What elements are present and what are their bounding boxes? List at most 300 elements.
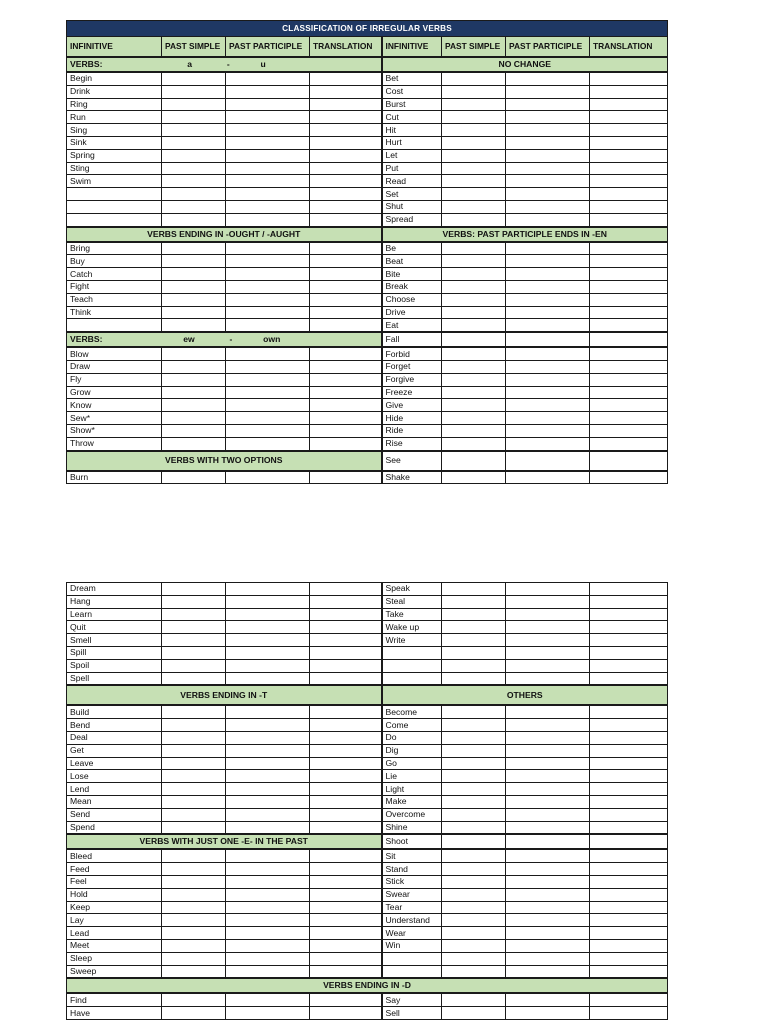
empty-cell xyxy=(506,451,590,471)
empty-cell xyxy=(506,834,590,849)
empty-cell xyxy=(226,111,310,124)
empty-cell xyxy=(310,795,382,808)
empty-cell xyxy=(162,124,226,137)
empty-cell xyxy=(442,319,506,332)
empty-cell xyxy=(310,927,382,940)
verb-row xyxy=(67,672,668,685)
empty-cell xyxy=(310,149,382,162)
verb-row xyxy=(67,200,668,213)
verb-infinitive: Buy xyxy=(67,255,162,268)
section-label: VERBS: xyxy=(70,334,103,345)
empty-cell xyxy=(310,783,382,796)
verb-row xyxy=(67,849,668,862)
pattern-u: u xyxy=(260,59,266,69)
empty-cell xyxy=(310,399,382,412)
empty-cell xyxy=(226,927,310,940)
empty-cell xyxy=(590,347,668,360)
empty-cell xyxy=(226,914,310,927)
section-past-participle-en: VERBS: PAST PARTICIPLE ENDS IN -EN xyxy=(382,227,668,242)
verb-infinitive: Say xyxy=(382,993,442,1006)
verb-infinitive: Begin xyxy=(67,72,162,85)
empty-cell xyxy=(162,875,226,888)
empty-cell xyxy=(506,808,590,821)
verb-infinitive: Leave xyxy=(67,757,162,770)
verb-row xyxy=(67,471,668,484)
empty-cell xyxy=(226,849,310,862)
empty-cell xyxy=(226,360,310,373)
verb-infinitive: Lay xyxy=(67,914,162,927)
empty-cell xyxy=(162,608,226,621)
empty-cell xyxy=(506,719,590,732)
empty-cell xyxy=(162,583,226,596)
verb-row xyxy=(67,783,668,796)
empty-cell xyxy=(590,583,668,596)
empty-cell xyxy=(226,306,310,319)
empty-cell xyxy=(590,255,668,268)
empty-cell xyxy=(506,914,590,927)
verb-row xyxy=(67,373,668,386)
empty-cell xyxy=(162,914,226,927)
empty-cell xyxy=(442,386,506,399)
empty-cell xyxy=(310,242,382,255)
empty-cell xyxy=(226,965,310,978)
empty-cell xyxy=(226,659,310,672)
empty-cell xyxy=(506,319,590,332)
empty-cell xyxy=(162,347,226,360)
verb-infinitive: Dig xyxy=(382,744,442,757)
empty-cell xyxy=(310,386,382,399)
empty-cell xyxy=(590,757,668,770)
verb-row xyxy=(67,744,668,757)
verb-infinitive: Find xyxy=(67,993,162,1006)
verb-row xyxy=(67,927,668,940)
empty-cell xyxy=(442,821,506,834)
empty-cell xyxy=(442,834,506,849)
verb-cell: See xyxy=(382,451,442,471)
verb-infinitive: Burst xyxy=(382,98,442,111)
empty-cell xyxy=(310,888,382,901)
empty-cell xyxy=(162,373,226,386)
section-verbs-a-u xyxy=(67,57,382,72)
empty-cell xyxy=(442,952,506,965)
empty-cell xyxy=(506,306,590,319)
empty-cell xyxy=(442,939,506,952)
verb-infinitive: Let xyxy=(382,149,442,162)
empty-cell xyxy=(162,149,226,162)
empty-cell xyxy=(590,849,668,862)
empty-cell xyxy=(590,360,668,373)
empty-cell xyxy=(162,399,226,412)
empty-cell xyxy=(506,175,590,188)
empty-cell xyxy=(226,424,310,437)
verb-infinitive: Sell xyxy=(382,1007,442,1020)
empty-cell xyxy=(506,98,590,111)
verb-infinitive: Sweep xyxy=(67,965,162,978)
empty-cell xyxy=(310,993,382,1006)
empty-cell xyxy=(310,808,382,821)
empty-cell xyxy=(590,659,668,672)
empty-cell xyxy=(226,85,310,98)
empty-cell xyxy=(590,373,668,386)
empty-cell xyxy=(442,175,506,188)
verb-infinitive: Write xyxy=(382,634,442,647)
empty-cell xyxy=(226,268,310,281)
empty-cell xyxy=(310,280,382,293)
empty-cell xyxy=(590,808,668,821)
verb-row xyxy=(67,399,668,412)
verb-infinitive: Break xyxy=(382,280,442,293)
empty-cell xyxy=(162,188,226,201)
empty-cell xyxy=(506,280,590,293)
empty-cell xyxy=(442,98,506,111)
empty-cell xyxy=(226,162,310,175)
verb-infinitive: Read xyxy=(382,175,442,188)
empty-cell xyxy=(506,672,590,685)
empty-cell xyxy=(382,952,442,965)
verb-infinitive: Feel xyxy=(67,875,162,888)
verb-infinitive: Light xyxy=(382,783,442,796)
empty-cell xyxy=(442,646,506,659)
verbs-table-top xyxy=(66,20,668,484)
empty-cell xyxy=(310,705,382,718)
verb-row xyxy=(67,255,668,268)
verb-row xyxy=(67,808,668,821)
verb-infinitive: Dream xyxy=(67,583,162,596)
empty-cell xyxy=(67,200,162,213)
empty-cell xyxy=(310,293,382,306)
verb-row xyxy=(67,939,668,952)
empty-cell xyxy=(310,901,382,914)
empty-cell xyxy=(310,111,382,124)
empty-cell xyxy=(226,719,310,732)
empty-cell xyxy=(226,399,310,412)
empty-cell xyxy=(162,360,226,373)
empty-cell xyxy=(506,268,590,281)
empty-cell xyxy=(442,914,506,927)
verb-infinitive: Have xyxy=(67,1007,162,1020)
empty-cell xyxy=(506,901,590,914)
empty-cell xyxy=(442,875,506,888)
empty-cell xyxy=(590,646,668,659)
verb-infinitive: Tear xyxy=(382,901,442,914)
verb-row xyxy=(67,72,668,85)
empty-cell xyxy=(442,424,506,437)
verb-infinitive: Show* xyxy=(67,424,162,437)
title-row xyxy=(67,21,668,37)
empty-cell xyxy=(162,293,226,306)
empty-cell xyxy=(590,280,668,293)
verb-row xyxy=(67,659,668,672)
empty-cell xyxy=(590,821,668,834)
empty-cell xyxy=(226,875,310,888)
empty-cell xyxy=(226,72,310,85)
verb-infinitive: Shine xyxy=(382,821,442,834)
verb-row xyxy=(67,319,668,332)
verb-infinitive: Mean xyxy=(67,795,162,808)
verb-infinitive: Put xyxy=(382,162,442,175)
empty-cell xyxy=(506,795,590,808)
verb-infinitive: Fly xyxy=(67,373,162,386)
verb-infinitive: Be xyxy=(382,242,442,255)
verb-infinitive: Beat xyxy=(382,255,442,268)
empty-cell xyxy=(226,412,310,425)
empty-cell xyxy=(506,731,590,744)
empty-cell xyxy=(506,332,590,347)
empty-cell xyxy=(506,255,590,268)
empty-cell xyxy=(310,136,382,149)
empty-cell xyxy=(226,136,310,149)
empty-cell xyxy=(310,821,382,834)
verb-row xyxy=(67,875,668,888)
verb-row xyxy=(67,386,668,399)
empty-cell xyxy=(506,875,590,888)
verb-row xyxy=(67,719,668,732)
verb-infinitive: Take xyxy=(382,608,442,621)
verb-infinitive: Hit xyxy=(382,124,442,137)
verb-infinitive: Become xyxy=(382,705,442,718)
empty-cell xyxy=(442,608,506,621)
verb-row xyxy=(67,795,668,808)
empty-cell xyxy=(506,965,590,978)
empty-cell xyxy=(162,319,226,332)
empty-cell xyxy=(226,293,310,306)
col-header-translation-2: TRANSLATION xyxy=(590,37,668,58)
verb-infinitive: Sleep xyxy=(67,952,162,965)
verb-row xyxy=(67,901,668,914)
verb-infinitive: Swear xyxy=(382,888,442,901)
verb-infinitive: Sting xyxy=(67,162,162,175)
empty-cell xyxy=(442,993,506,1006)
empty-cell xyxy=(382,672,442,685)
empty-cell xyxy=(442,332,506,347)
empty-cell xyxy=(226,319,310,332)
verb-infinitive: Give xyxy=(382,399,442,412)
empty-cell xyxy=(310,319,382,332)
verb-infinitive: Shake xyxy=(382,471,442,484)
verb-infinitive: Bring xyxy=(67,242,162,255)
section-row-ew-own xyxy=(67,332,668,347)
empty-cell xyxy=(442,360,506,373)
section-label: VERBS: xyxy=(70,59,103,69)
verb-infinitive: Sit xyxy=(382,849,442,862)
verb-row xyxy=(67,412,668,425)
verb-infinitive: Stand xyxy=(382,863,442,876)
empty-cell xyxy=(310,175,382,188)
verb-row xyxy=(67,595,668,608)
empty-cell xyxy=(162,901,226,914)
col-header-past-simple-2: PAST SIMPLE xyxy=(442,37,506,58)
empty-cell xyxy=(506,939,590,952)
empty-cell xyxy=(162,634,226,647)
empty-cell xyxy=(310,634,382,647)
empty-cell xyxy=(442,306,506,319)
empty-cell xyxy=(226,213,310,226)
empty-cell xyxy=(226,757,310,770)
section-ending-d: VERBS ENDING IN -D xyxy=(67,978,668,993)
empty-cell xyxy=(442,757,506,770)
empty-cell xyxy=(162,424,226,437)
verb-infinitive: Sink xyxy=(67,136,162,149)
empty-cell xyxy=(226,124,310,137)
verb-row xyxy=(67,583,668,596)
empty-cell xyxy=(162,927,226,940)
empty-cell xyxy=(310,965,382,978)
empty-cell xyxy=(590,437,668,450)
verb-infinitive: Come xyxy=(382,719,442,732)
empty-cell xyxy=(442,149,506,162)
empty-cell xyxy=(162,213,226,226)
empty-cell xyxy=(506,927,590,940)
empty-cell xyxy=(442,783,506,796)
empty-cell xyxy=(590,412,668,425)
empty-cell xyxy=(162,744,226,757)
empty-cell xyxy=(310,621,382,634)
empty-cell xyxy=(310,437,382,450)
empty-cell xyxy=(226,795,310,808)
verb-infinitive: Understand xyxy=(382,914,442,927)
verb-infinitive: Smell xyxy=(67,634,162,647)
empty-cell xyxy=(590,595,668,608)
empty-cell xyxy=(310,757,382,770)
empty-cell xyxy=(506,888,590,901)
empty-cell xyxy=(226,347,310,360)
col-header-past-participle-2: PAST PARTICIPLE xyxy=(506,37,590,58)
empty-cell xyxy=(162,268,226,281)
pattern-dash: - xyxy=(226,59,230,69)
empty-cell xyxy=(162,731,226,744)
empty-cell xyxy=(590,242,668,255)
empty-cell xyxy=(226,583,310,596)
empty-cell xyxy=(310,124,382,137)
empty-cell xyxy=(226,437,310,450)
empty-cell xyxy=(310,672,382,685)
empty-cell xyxy=(226,149,310,162)
verb-row xyxy=(67,952,668,965)
empty-cell xyxy=(506,705,590,718)
empty-cell xyxy=(442,634,506,647)
empty-cell xyxy=(590,608,668,621)
empty-cell xyxy=(226,634,310,647)
empty-cell xyxy=(506,149,590,162)
empty-cell xyxy=(442,437,506,450)
verb-infinitive: Get xyxy=(67,744,162,757)
empty-cell xyxy=(590,399,668,412)
empty-cell xyxy=(310,608,382,621)
verb-row xyxy=(67,136,668,149)
section-two-options: VERBS WITH TWO OPTIONS xyxy=(67,451,382,471)
empty-cell xyxy=(162,757,226,770)
empty-cell xyxy=(310,255,382,268)
empty-cell xyxy=(590,783,668,796)
empty-cell xyxy=(226,705,310,718)
verb-infinitive: Spread xyxy=(382,213,442,226)
empty-cell xyxy=(590,744,668,757)
empty-cell xyxy=(382,659,442,672)
empty-cell xyxy=(162,437,226,450)
verb-row xyxy=(67,821,668,834)
col-header-translation: TRANSLATION xyxy=(310,37,382,58)
empty-cell xyxy=(310,424,382,437)
verb-row xyxy=(67,757,668,770)
verb-row xyxy=(67,175,668,188)
empty-cell xyxy=(226,821,310,834)
empty-cell xyxy=(590,124,668,137)
empty-cell xyxy=(310,583,382,596)
empty-cell xyxy=(590,213,668,226)
empty-cell xyxy=(442,901,506,914)
empty-cell xyxy=(226,621,310,634)
verb-infinitive: Ride xyxy=(382,424,442,437)
verb-row xyxy=(67,993,668,1006)
verb-infinitive: Meet xyxy=(67,939,162,952)
empty-cell xyxy=(442,451,506,471)
empty-cell xyxy=(310,659,382,672)
empty-cell xyxy=(506,863,590,876)
empty-cell xyxy=(506,437,590,450)
empty-cell xyxy=(590,863,668,876)
verb-row xyxy=(67,98,668,111)
verb-infinitive: Rise xyxy=(382,437,442,450)
empty-cell xyxy=(590,888,668,901)
page-title: CLASSIFICATION OF IRREGULAR VERBS xyxy=(67,21,668,37)
verb-infinitive: Drink xyxy=(67,85,162,98)
verb-infinitive: Make xyxy=(382,795,442,808)
empty-cell xyxy=(590,136,668,149)
empty-cell xyxy=(590,85,668,98)
empty-cell xyxy=(442,927,506,940)
verb-row xyxy=(67,705,668,718)
empty-cell xyxy=(162,621,226,634)
empty-cell xyxy=(226,731,310,744)
verb-infinitive: Choose xyxy=(382,293,442,306)
empty-cell xyxy=(590,111,668,124)
verb-infinitive: Spell xyxy=(67,672,162,685)
pattern-own: own xyxy=(263,334,281,345)
empty-cell xyxy=(442,111,506,124)
verb-infinitive: Drive xyxy=(382,306,442,319)
empty-cell xyxy=(162,821,226,834)
table-bottom-body xyxy=(67,583,668,1020)
empty-cell xyxy=(442,731,506,744)
empty-cell xyxy=(226,471,310,484)
verb-infinitive: Bleed xyxy=(67,849,162,862)
pattern-a: a xyxy=(187,59,193,69)
verb-infinitive: Spend xyxy=(67,821,162,834)
empty-cell xyxy=(310,595,382,608)
verb-row xyxy=(67,306,668,319)
verb-infinitive: Do xyxy=(382,731,442,744)
empty-cell xyxy=(310,85,382,98)
empty-cell xyxy=(226,863,310,876)
verb-infinitive: Build xyxy=(67,705,162,718)
empty-cell xyxy=(162,849,226,862)
empty-cell xyxy=(506,659,590,672)
verb-row xyxy=(67,124,668,137)
empty-cell xyxy=(442,672,506,685)
empty-cell xyxy=(442,373,506,386)
empty-cell xyxy=(590,965,668,978)
empty-cell xyxy=(442,72,506,85)
empty-cell xyxy=(310,200,382,213)
empty-cell xyxy=(442,795,506,808)
empty-cell xyxy=(162,646,226,659)
verb-row xyxy=(67,85,668,98)
empty-cell xyxy=(226,1007,310,1020)
empty-cell xyxy=(442,705,506,718)
verb-cell: Shoot xyxy=(382,834,442,849)
empty-cell xyxy=(162,863,226,876)
empty-cell xyxy=(442,621,506,634)
